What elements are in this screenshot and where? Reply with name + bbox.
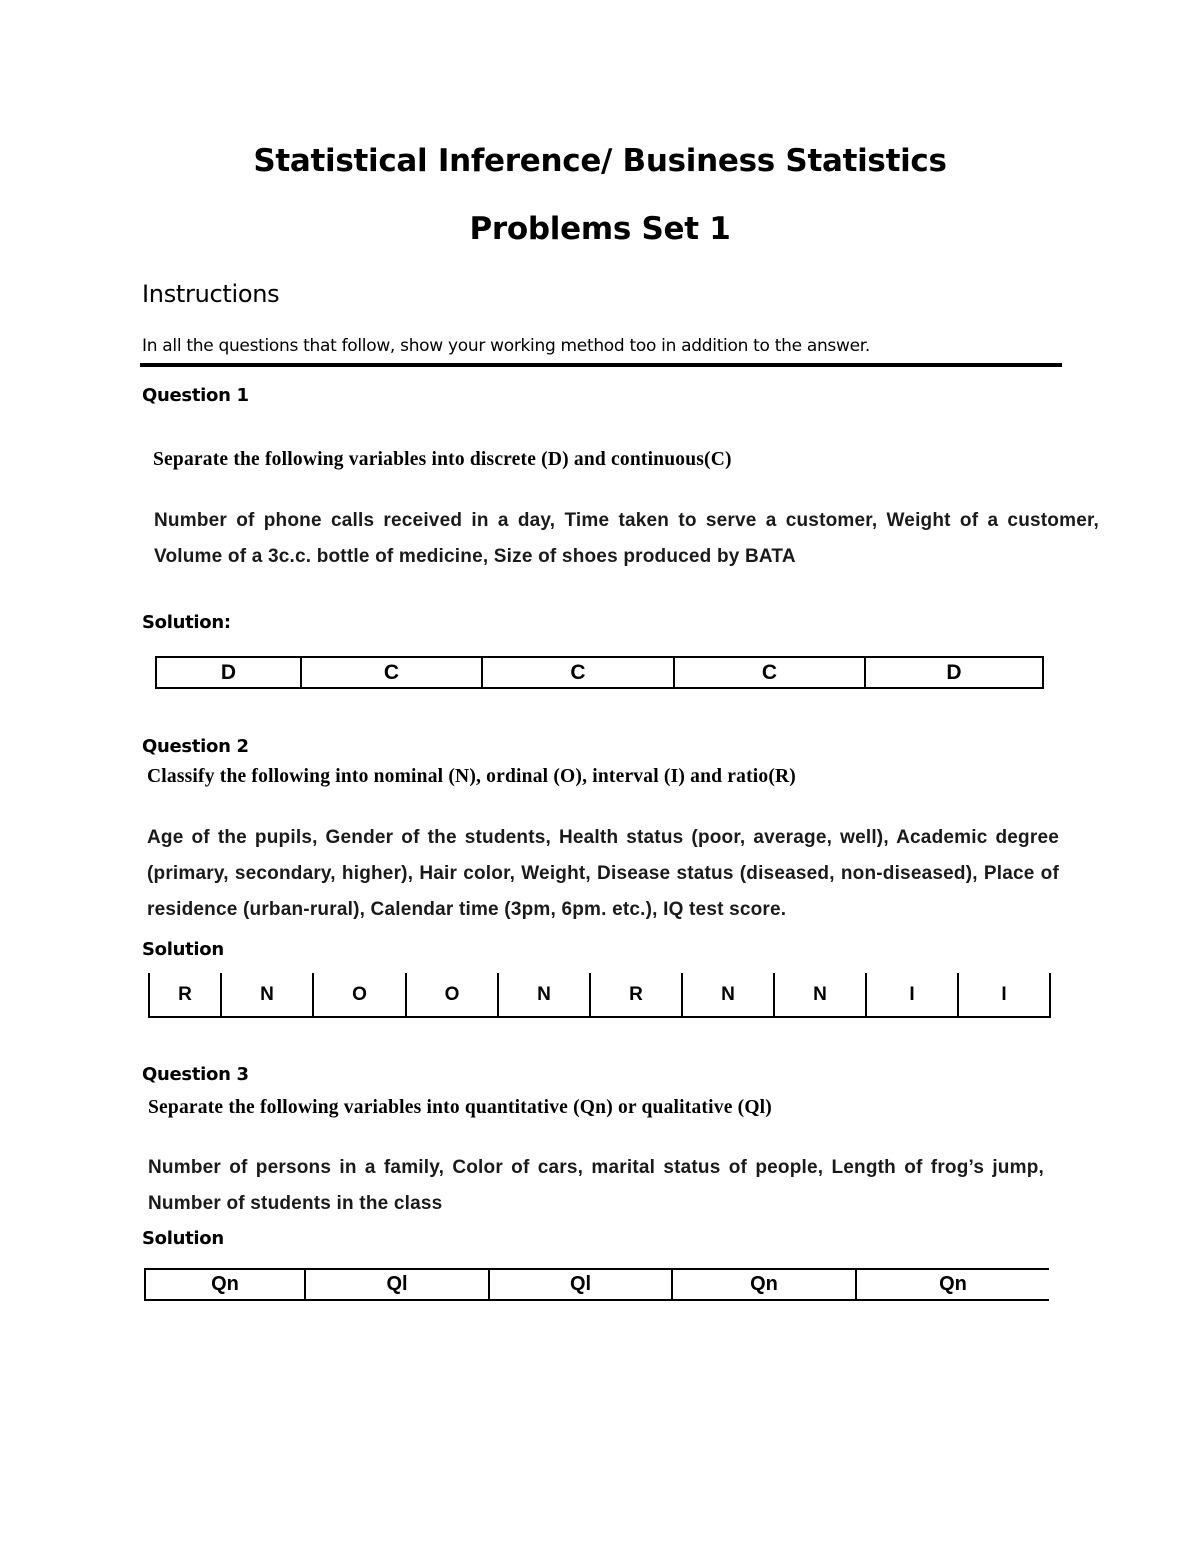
question-1-body: Number of phone calls received in a day, Time taken to serve a customer, Weight of a customer, Volume of a 3c.c. bottle of medicine, Size of shoes produced by BATA — [154, 510, 1099, 567]
question-1-prompt: Separate the following variables into discrete (D) and continuous(C) — [153, 449, 732, 470]
question-1-label: Question 1 — [142, 385, 249, 406]
question-3-solution-table — [144, 1268, 1049, 1301]
solution-cell: N — [498, 973, 590, 1017]
solution-cell: Qn — [145, 1269, 305, 1300]
question-3-solution-label: Solution — [142, 1228, 224, 1249]
question-1-solution-table — [155, 656, 1044, 689]
solution-cell: C — [482, 657, 674, 688]
question-2-solution-table — [148, 973, 1051, 1018]
question-3-body: Number of persons in a family, Color of cars, marital status of people, Length of frog’s jump, Number of students in the class — [148, 1157, 1044, 1214]
question-1-solution-label: Solution: — [142, 612, 231, 633]
solution-cell: Ql — [305, 1269, 489, 1300]
question-2-prompt: Classify the following into nominal (N), ordinal (O), interval (I) and ratio(R) — [147, 766, 796, 787]
question-2-body: Age of the pupils, Gender of the students, Health status (poor, average, well), Academic degree (primary, secondary, higher), Hair color, Weight, Disease status (diseased, non-diseased), Place of residence (urban-rural), Calendar time (3pm, 6pm. etc.), IQ test score. — [147, 827, 1059, 920]
solution-cell: O — [406, 973, 498, 1017]
question-2-solution-label: Solution — [142, 939, 224, 960]
solution-cell: R — [590, 973, 682, 1017]
solution-cell: I — [958, 973, 1050, 1017]
solution-cell: O — [313, 973, 406, 1017]
solution-cell: D — [156, 657, 301, 688]
solution-cell: C — [674, 657, 865, 688]
document-title: Statistical Inference/ Business Statistics — [253, 143, 947, 179]
solution-cell: D — [865, 657, 1043, 688]
instructions-text: In all the questions that follow, show your working method too in addition to the answer. — [142, 336, 870, 356]
solution-cell: C — [301, 657, 482, 688]
solution-cell: N — [682, 973, 774, 1017]
instructions-heading: Instructions — [142, 280, 280, 308]
solution-cell: Ql — [489, 1269, 672, 1300]
question-2-label: Question 2 — [142, 736, 249, 757]
document-subtitle: Problems Set 1 — [469, 211, 731, 247]
solution-cell: N — [221, 973, 313, 1017]
solution-cell: N — [774, 973, 866, 1017]
solution-cell: I — [866, 973, 958, 1017]
solution-cell: Qn — [856, 1269, 1049, 1300]
question-3-label: Question 3 — [142, 1064, 249, 1085]
solution-cell: Qn — [672, 1269, 856, 1300]
solution-cell: R — [149, 973, 221, 1017]
question-3-prompt: Separate the following variables into quantitative (Qn) or qualitative (Ql) — [148, 1097, 772, 1118]
section-divider — [140, 363, 1062, 367]
